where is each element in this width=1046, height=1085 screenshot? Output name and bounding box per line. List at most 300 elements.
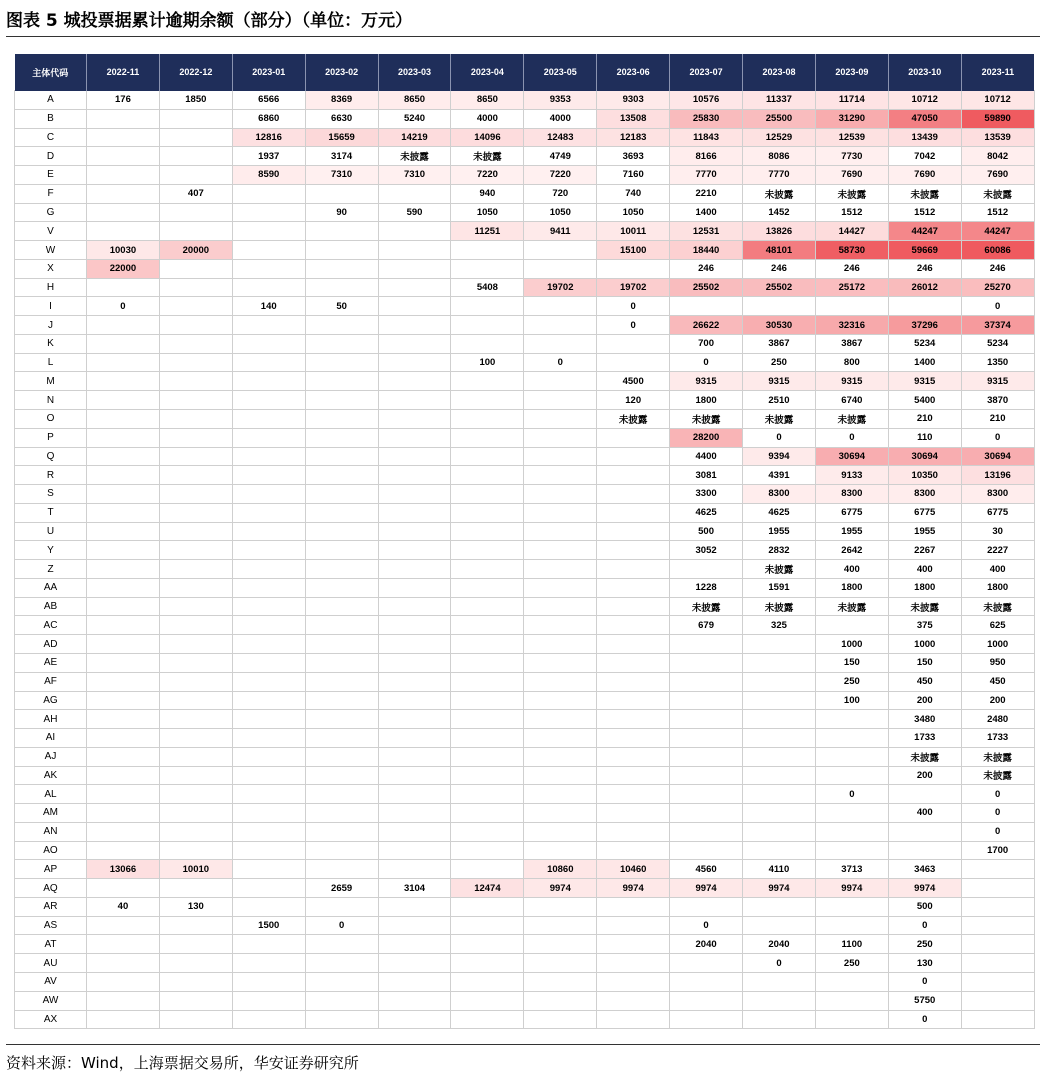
- overdue-value-cell: [888, 785, 961, 804]
- overdue-value-cell: [378, 916, 451, 935]
- entity-code-cell: A: [15, 91, 87, 110]
- overdue-value-cell: [87, 334, 160, 353]
- overdue-value-cell: [87, 466, 160, 485]
- overdue-value-cell: [378, 541, 451, 560]
- overdue-value-cell: 210: [961, 410, 1034, 429]
- overdue-value-cell: 0: [888, 916, 961, 935]
- entity-code-cell: AH: [15, 710, 87, 729]
- overdue-value-cell: [159, 109, 232, 128]
- overdue-value-cell: 1850: [159, 91, 232, 110]
- overdue-value-cell: [378, 691, 451, 710]
- overdue-value-cell: 13826: [743, 222, 816, 241]
- overdue-value-cell: [524, 616, 597, 635]
- entity-code-cell: V: [15, 222, 87, 241]
- overdue-value-cell: [378, 522, 451, 541]
- table-row: [15, 916, 1035, 935]
- overdue-value-cell: [524, 747, 597, 766]
- bottom-rule: [6, 1044, 1040, 1045]
- overdue-value-cell: [524, 897, 597, 916]
- overdue-value-cell: [597, 804, 670, 823]
- overdue-value-cell: [232, 522, 305, 541]
- overdue-value-cell: 5400: [888, 391, 961, 410]
- overdue-value-cell: 未披露: [451, 147, 524, 166]
- overdue-value-cell: [232, 991, 305, 1010]
- overdue-value-cell: 250: [888, 935, 961, 954]
- overdue-value-cell: [159, 316, 232, 335]
- overdue-value-cell: 19702: [597, 278, 670, 297]
- overdue-value-cell: [451, 578, 524, 597]
- overdue-value-cell: 8650: [378, 91, 451, 110]
- entity-code-cell: F: [15, 184, 87, 203]
- overdue-value-cell: [159, 428, 232, 447]
- overdue-value-cell: 4000: [451, 109, 524, 128]
- table-row: [15, 184, 1035, 203]
- overdue-value-cell: [524, 785, 597, 804]
- overdue-value-cell: 未披露: [670, 597, 743, 616]
- overdue-value-cell: 13439: [888, 128, 961, 147]
- overdue-value-cell: [670, 672, 743, 691]
- entity-code-cell: AM: [15, 804, 87, 823]
- overdue-value-cell: [597, 691, 670, 710]
- overdue-value-cell: [87, 485, 160, 504]
- entity-code-cell: D: [15, 147, 87, 166]
- overdue-value-cell: 1733: [961, 729, 1034, 748]
- table-body: [15, 91, 1035, 1029]
- overdue-value-cell: [815, 729, 888, 748]
- entity-code-cell: AF: [15, 672, 87, 691]
- overdue-value-cell: 8042: [961, 147, 1034, 166]
- overdue-value-cell: [451, 334, 524, 353]
- overdue-value-cell: [305, 241, 378, 260]
- entity-code-cell: AR: [15, 897, 87, 916]
- overdue-value-cell: 250: [743, 353, 816, 372]
- overdue-value-cell: 1700: [961, 841, 1034, 860]
- overdue-value-cell: [87, 991, 160, 1010]
- overdue-value-cell: [232, 485, 305, 504]
- overdue-value-cell: [743, 653, 816, 672]
- overdue-value-cell: [743, 841, 816, 860]
- overdue-value-cell: [232, 259, 305, 278]
- overdue-value-cell: [743, 916, 816, 935]
- overdue-value-cell: [815, 822, 888, 841]
- overdue-value-cell: [378, 410, 451, 429]
- overdue-value-cell: 1228: [670, 578, 743, 597]
- overdue-value-cell: 4110: [743, 860, 816, 879]
- overdue-value-cell: [524, 316, 597, 335]
- overdue-value-cell: [305, 503, 378, 522]
- overdue-value-cell: [305, 691, 378, 710]
- overdue-value-cell: [451, 466, 524, 485]
- overdue-value-cell: 3463: [888, 860, 961, 879]
- overdue-value-cell: 3104: [378, 879, 451, 898]
- overdue-value-cell: 12474: [451, 879, 524, 898]
- overdue-value-cell: [232, 972, 305, 991]
- overdue-value-cell: [743, 897, 816, 916]
- overdue-value-cell: 9133: [815, 466, 888, 485]
- table-header: [15, 54, 1035, 91]
- overdue-value-cell: 58730: [815, 241, 888, 260]
- overdue-value-cell: 未披露: [961, 184, 1034, 203]
- overdue-value-cell: [87, 785, 160, 804]
- overdue-value-cell: 200: [888, 691, 961, 710]
- overdue-value-cell: 407: [159, 184, 232, 203]
- overdue-value-cell: [232, 766, 305, 785]
- overdue-value-cell: [597, 672, 670, 691]
- overdue-value-cell: 500: [670, 522, 743, 541]
- overdue-value-cell: 50: [305, 297, 378, 316]
- source-note: 资料来源：Wind，上海票据交易所，华安证券研究所: [6, 1054, 359, 1072]
- overdue-value-cell: 25502: [670, 278, 743, 297]
- overdue-value-cell: 2210: [670, 184, 743, 203]
- table-row: [15, 128, 1035, 147]
- overdue-value-cell: 9315: [888, 372, 961, 391]
- overdue-value-cell: 150: [888, 653, 961, 672]
- overdue-value-cell: [815, 747, 888, 766]
- overdue-value-cell: [87, 316, 160, 335]
- overdue-value-cell: 11337: [743, 91, 816, 110]
- overdue-value-cell: [451, 485, 524, 504]
- overdue-value-cell: [670, 785, 743, 804]
- overdue-value-cell: [670, 804, 743, 823]
- overdue-value-cell: 4500: [597, 372, 670, 391]
- header-month: 2022-12: [159, 54, 232, 91]
- overdue-value-cell: 0: [87, 297, 160, 316]
- overdue-value-cell: 13066: [87, 860, 160, 879]
- overdue-value-cell: 12531: [670, 222, 743, 241]
- overdue-value-cell: [378, 597, 451, 616]
- overdue-value-cell: [743, 785, 816, 804]
- overdue-value-cell: [159, 766, 232, 785]
- overdue-value-cell: [597, 972, 670, 991]
- overdue-value-cell: [159, 785, 232, 804]
- overdue-value-cell: [305, 804, 378, 823]
- overdue-value-cell: 10011: [597, 222, 670, 241]
- entity-code-cell: AT: [15, 935, 87, 954]
- header-month: 2023-05: [524, 54, 597, 91]
- table-row: [15, 316, 1035, 335]
- overdue-value-cell: 0: [670, 916, 743, 935]
- overdue-value-cell: [597, 616, 670, 635]
- overdue-value-cell: 400: [888, 560, 961, 579]
- overdue-value-cell: [451, 691, 524, 710]
- overdue-value-cell: [961, 860, 1034, 879]
- overdue-value-cell: [597, 897, 670, 916]
- overdue-value-cell: [961, 954, 1034, 973]
- overdue-value-cell: 0: [743, 954, 816, 973]
- overdue-value-cell: [743, 710, 816, 729]
- table-row: [15, 822, 1035, 841]
- overdue-value-cell: 9315: [670, 372, 743, 391]
- overdue-value-cell: 130: [159, 897, 232, 916]
- entity-code-cell: T: [15, 503, 87, 522]
- overdue-value-cell: [159, 841, 232, 860]
- overdue-value-cell: 4560: [670, 860, 743, 879]
- overdue-value-cell: [451, 560, 524, 579]
- overdue-value-cell: [87, 935, 160, 954]
- overdue-value-cell: [159, 578, 232, 597]
- overdue-value-cell: 11843: [670, 128, 743, 147]
- overdue-value-cell: 30694: [961, 447, 1034, 466]
- overdue-value-cell: 15659: [305, 128, 378, 147]
- overdue-value-cell: 2510: [743, 391, 816, 410]
- overdue-value-cell: 9411: [524, 222, 597, 241]
- overdue-value-cell: 6860: [232, 109, 305, 128]
- table-row: [15, 522, 1035, 541]
- overdue-value-cell: 59890: [961, 109, 1034, 128]
- overdue-value-cell: [87, 710, 160, 729]
- overdue-value-cell: [87, 635, 160, 654]
- overdue-value-cell: [378, 241, 451, 260]
- overdue-value-cell: [597, 822, 670, 841]
- overdue-value-cell: 1800: [670, 391, 743, 410]
- overdue-value-cell: [524, 635, 597, 654]
- overdue-value-cell: 14427: [815, 222, 888, 241]
- overdue-value-cell: 0: [815, 785, 888, 804]
- overdue-value-cell: [815, 766, 888, 785]
- overdue-value-cell: [378, 184, 451, 203]
- overdue-value-cell: [305, 710, 378, 729]
- overdue-value-cell: [232, 578, 305, 597]
- overdue-value-cell: 未披露: [670, 410, 743, 429]
- overdue-value-cell: 未披露: [815, 410, 888, 429]
- overdue-value-cell: 26012: [888, 278, 961, 297]
- table-row: [15, 91, 1035, 110]
- overdue-value-cell: [524, 541, 597, 560]
- overdue-value-cell: [87, 597, 160, 616]
- overdue-value-cell: 48101: [743, 241, 816, 260]
- overdue-value-cell: [378, 653, 451, 672]
- entity-code-cell: AN: [15, 822, 87, 841]
- overdue-value-cell: [232, 203, 305, 222]
- overdue-value-cell: [815, 972, 888, 991]
- overdue-value-cell: [159, 710, 232, 729]
- overdue-value-cell: [451, 297, 524, 316]
- overdue-value-cell: 6775: [888, 503, 961, 522]
- table-row: [15, 541, 1035, 560]
- overdue-value-cell: 400: [888, 804, 961, 823]
- overdue-value-cell: 1000: [815, 635, 888, 654]
- overdue-value-cell: [597, 935, 670, 954]
- overdue-value-cell: 未披露: [743, 410, 816, 429]
- table-row: [15, 353, 1035, 372]
- overdue-value-cell: 3693: [597, 147, 670, 166]
- overdue-value-cell: [305, 616, 378, 635]
- overdue-value-cell: 2227: [961, 541, 1034, 560]
- overdue-value-cell: 10712: [961, 91, 1034, 110]
- entity-code-cell: AP: [15, 860, 87, 879]
- entity-code-cell: R: [15, 466, 87, 485]
- overdue-table-container: [14, 54, 1034, 1029]
- overdue-value-cell: 10030: [87, 241, 160, 260]
- overdue-value-cell: [305, 766, 378, 785]
- overdue-value-cell: [378, 616, 451, 635]
- overdue-value-cell: [305, 334, 378, 353]
- entity-code-cell: K: [15, 334, 87, 353]
- overdue-value-cell: 1400: [888, 353, 961, 372]
- overdue-value-cell: 3300: [670, 485, 743, 504]
- overdue-value-cell: 3713: [815, 860, 888, 879]
- overdue-value-cell: 8650: [451, 91, 524, 110]
- overdue-value-cell: [451, 935, 524, 954]
- overdue-value-cell: 0: [888, 1010, 961, 1029]
- overdue-value-cell: 7220: [451, 166, 524, 185]
- overdue-value-cell: [961, 991, 1034, 1010]
- table-row: [15, 334, 1035, 353]
- header-month: 2023-03: [378, 54, 451, 91]
- overdue-value-cell: [743, 672, 816, 691]
- entity-code-cell: P: [15, 428, 87, 447]
- table-row: [15, 653, 1035, 672]
- overdue-value-cell: [597, 428, 670, 447]
- entity-code-cell: AC: [15, 616, 87, 635]
- overdue-value-cell: 未披露: [743, 560, 816, 579]
- overdue-value-cell: [524, 410, 597, 429]
- overdue-value-cell: 12483: [524, 128, 597, 147]
- overdue-value-cell: [597, 522, 670, 541]
- overdue-value-cell: [305, 954, 378, 973]
- overdue-value-cell: [159, 747, 232, 766]
- overdue-value-cell: 176: [87, 91, 160, 110]
- overdue-value-cell: [378, 729, 451, 748]
- overdue-value-cell: 6775: [961, 503, 1034, 522]
- overdue-value-cell: 250: [815, 672, 888, 691]
- overdue-value-cell: 1400: [670, 203, 743, 222]
- overdue-value-cell: [159, 391, 232, 410]
- overdue-value-cell: 8086: [743, 147, 816, 166]
- table-row: [15, 259, 1035, 278]
- overdue-value-cell: 1591: [743, 578, 816, 597]
- overdue-value-cell: [524, 991, 597, 1010]
- entity-code-cell: H: [15, 278, 87, 297]
- overdue-value-cell: [524, 372, 597, 391]
- overdue-value-cell: 100: [815, 691, 888, 710]
- overdue-value-cell: 0: [597, 316, 670, 335]
- overdue-value-cell: [451, 991, 524, 1010]
- overdue-value-cell: 0: [524, 353, 597, 372]
- overdue-value-cell: 25830: [670, 109, 743, 128]
- overdue-value-cell: 13508: [597, 109, 670, 128]
- overdue-value-cell: [305, 222, 378, 241]
- overdue-value-cell: 2480: [961, 710, 1034, 729]
- overdue-value-cell: 14096: [451, 128, 524, 147]
- overdue-value-cell: 4391: [743, 466, 816, 485]
- overdue-value-cell: [524, 972, 597, 991]
- overdue-value-cell: 9974: [670, 879, 743, 898]
- overdue-value-cell: 400: [815, 560, 888, 579]
- overdue-value-cell: 8300: [743, 485, 816, 504]
- entity-code-cell: G: [15, 203, 87, 222]
- overdue-value-cell: 25502: [743, 278, 816, 297]
- overdue-value-cell: [451, 391, 524, 410]
- overdue-value-cell: [524, 297, 597, 316]
- overdue-value-cell: [378, 578, 451, 597]
- overdue-value-cell: 32316: [815, 316, 888, 335]
- overdue-value-cell: [451, 785, 524, 804]
- overdue-value-cell: [305, 1010, 378, 1029]
- overdue-value-cell: 2832: [743, 541, 816, 560]
- overdue-value-cell: 1512: [815, 203, 888, 222]
- overdue-value-cell: 9315: [743, 372, 816, 391]
- overdue-value-cell: [232, 466, 305, 485]
- overdue-value-cell: 26622: [670, 316, 743, 335]
- overdue-value-cell: 1350: [961, 353, 1034, 372]
- overdue-value-cell: 0: [961, 822, 1034, 841]
- overdue-value-cell: [378, 428, 451, 447]
- overdue-value-cell: 9974: [815, 879, 888, 898]
- overdue-value-cell: 30694: [815, 447, 888, 466]
- overdue-value-cell: [87, 747, 160, 766]
- overdue-value-cell: 450: [961, 672, 1034, 691]
- overdue-value-cell: [597, 991, 670, 1010]
- overdue-value-cell: [597, 560, 670, 579]
- overdue-value-cell: [597, 597, 670, 616]
- table-row: [15, 747, 1035, 766]
- overdue-value-cell: [378, 635, 451, 654]
- overdue-value-cell: 0: [888, 972, 961, 991]
- overdue-value-cell: [451, 822, 524, 841]
- overdue-value-cell: [305, 747, 378, 766]
- overdue-value-cell: 1050: [597, 203, 670, 222]
- overdue-value-cell: [597, 1010, 670, 1029]
- overdue-value-cell: [597, 447, 670, 466]
- header-month: 2022-11: [87, 54, 160, 91]
- overdue-value-cell: [451, 653, 524, 672]
- overdue-value-cell: 679: [670, 616, 743, 635]
- overdue-value-cell: [87, 1010, 160, 1029]
- overdue-value-cell: [378, 259, 451, 278]
- overdue-value-cell: [305, 578, 378, 597]
- overdue-value-cell: [524, 804, 597, 823]
- overdue-value-cell: 1955: [743, 522, 816, 541]
- overdue-value-cell: 7770: [670, 166, 743, 185]
- table-row: [15, 447, 1035, 466]
- overdue-value-cell: 25172: [815, 278, 888, 297]
- overdue-value-cell: 25270: [961, 278, 1034, 297]
- table-row: [15, 203, 1035, 222]
- table-row: [15, 804, 1035, 823]
- overdue-value-cell: [524, 485, 597, 504]
- overdue-value-cell: 0: [670, 353, 743, 372]
- overdue-value-cell: [451, 372, 524, 391]
- overdue-value-cell: 90: [305, 203, 378, 222]
- entity-code-cell: AQ: [15, 879, 87, 898]
- table-row: [15, 672, 1035, 691]
- overdue-value-cell: [451, 860, 524, 879]
- table-row: [15, 597, 1035, 616]
- overdue-value-cell: [524, 1010, 597, 1029]
- entity-code-cell: W: [15, 241, 87, 260]
- overdue-value-cell: [597, 578, 670, 597]
- table-row: [15, 466, 1035, 485]
- overdue-value-cell: [159, 822, 232, 841]
- overdue-value-cell: [451, 897, 524, 916]
- overdue-value-cell: [159, 879, 232, 898]
- overdue-value-cell: [232, 541, 305, 560]
- overdue-value-cell: [159, 147, 232, 166]
- overdue-value-cell: [305, 560, 378, 579]
- overdue-value-cell: [451, 522, 524, 541]
- table-row: [15, 372, 1035, 391]
- table-row: [15, 109, 1035, 128]
- overdue-value-cell: [232, 635, 305, 654]
- overdue-value-cell: 9303: [597, 91, 670, 110]
- overdue-value-cell: [305, 428, 378, 447]
- overdue-value-cell: 1512: [888, 203, 961, 222]
- overdue-value-cell: [87, 353, 160, 372]
- overdue-value-cell: [232, 428, 305, 447]
- overdue-value-cell: 7160: [597, 166, 670, 185]
- overdue-value-cell: [232, 560, 305, 579]
